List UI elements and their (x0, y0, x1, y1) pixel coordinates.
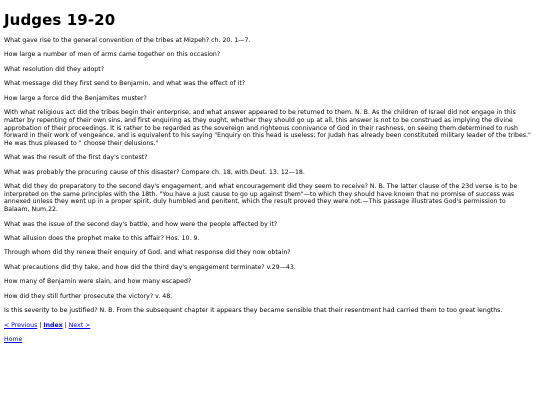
home-link[interactable]: Home (4, 336, 23, 344)
question-paragraph: What did they do preparatory to the second day's engagement, and what encouragement did they seem to receive? N. B. The latter clause of the 23d verse is to be interpreted on the same principles with the 18th. "You have a just cause to go up against them"—to which they should have known that no promise of success was annexed unless they went up in a proper spirit, duly humbled and penitent, which the result proved they were not.—This passage illustrates God's permission to Balaam, Num.22. (4, 183, 518, 214)
question-paragraph: What allusion does the prophet make to this affair? Hos. 10. 9. (4, 235, 200, 242)
page-navigation (4, 322, 532, 330)
home-navigation (4, 336, 532, 344)
question-paragraph: How large a number of men of arms came together on this occasion? (4, 51, 221, 59)
question-paragraph: What message did they first send to Benjamin, and what was the effect of it? (4, 80, 246, 88)
question-paragraph: How did they still further prosecute the victory? v. 48. (4, 292, 173, 300)
question-paragraph: How many of Benjamin were slain, and how many escaped? (4, 278, 192, 286)
index-link[interactable]: Index (43, 321, 63, 329)
question-paragraph: How large a force did the Benjamites muster? (4, 94, 147, 102)
question-paragraph: With what religious act did the tribes begin their enterprise, and what answer appeared to be returned to them. N. B. As the children of Israel did not engage in this matter by repenting of their own sins, and first enquiring as they ought, whether they should go up at all, this answer is not to be construed as implying the divine approbation of their proceedings. It is rather to be regarded as the sovereign and righteous connivance of God in their rashness, on seeing them determined to rush forward in their work of vengeance, and is equivalent to his saying "Enquiry on this head is useless; for Judah has already been constituted military leader of the tribes." He was thus pleased to " choose their delusions." (4, 109, 531, 147)
question-list (4, 37, 532, 315)
question-paragraph: What precautions did thy take, and how did the third day's engagement terminate? v.29—43. (4, 263, 296, 271)
question-paragraph: Is this severity to be justified? N. B. From the subsequent chapter it appears they became sensible that their resentment had carried them to too great lengths. (4, 307, 503, 315)
question-paragraph: What gave rise to the general convention of the tribes at Mizpeh? ch. 20. 1—7. (4, 37, 251, 44)
nav-separator: | (39, 321, 42, 329)
question-paragraph: What was the issue of the second day's battle, and how were the people affected by it? (4, 220, 278, 228)
nav-separator: | (64, 321, 67, 329)
previous-link[interactable]: < Previous (4, 321, 38, 329)
question-paragraph: What resolution did they adopt? (4, 65, 104, 73)
page (4, 0, 532, 344)
next-link[interactable]: Next > (68, 321, 91, 329)
question-paragraph: Through whom did thy renew their enquiry of God, and what response did they now obtain? (4, 249, 291, 257)
question-paragraph: What was the result of the first day's contest? (4, 154, 148, 162)
question-paragraph: What was probably the procuring cause of this disaster? Compare ch. 18, with Deut. 13. 12—18. (4, 168, 305, 176)
page-title: Judges 19-20 (4, 11, 116, 29)
